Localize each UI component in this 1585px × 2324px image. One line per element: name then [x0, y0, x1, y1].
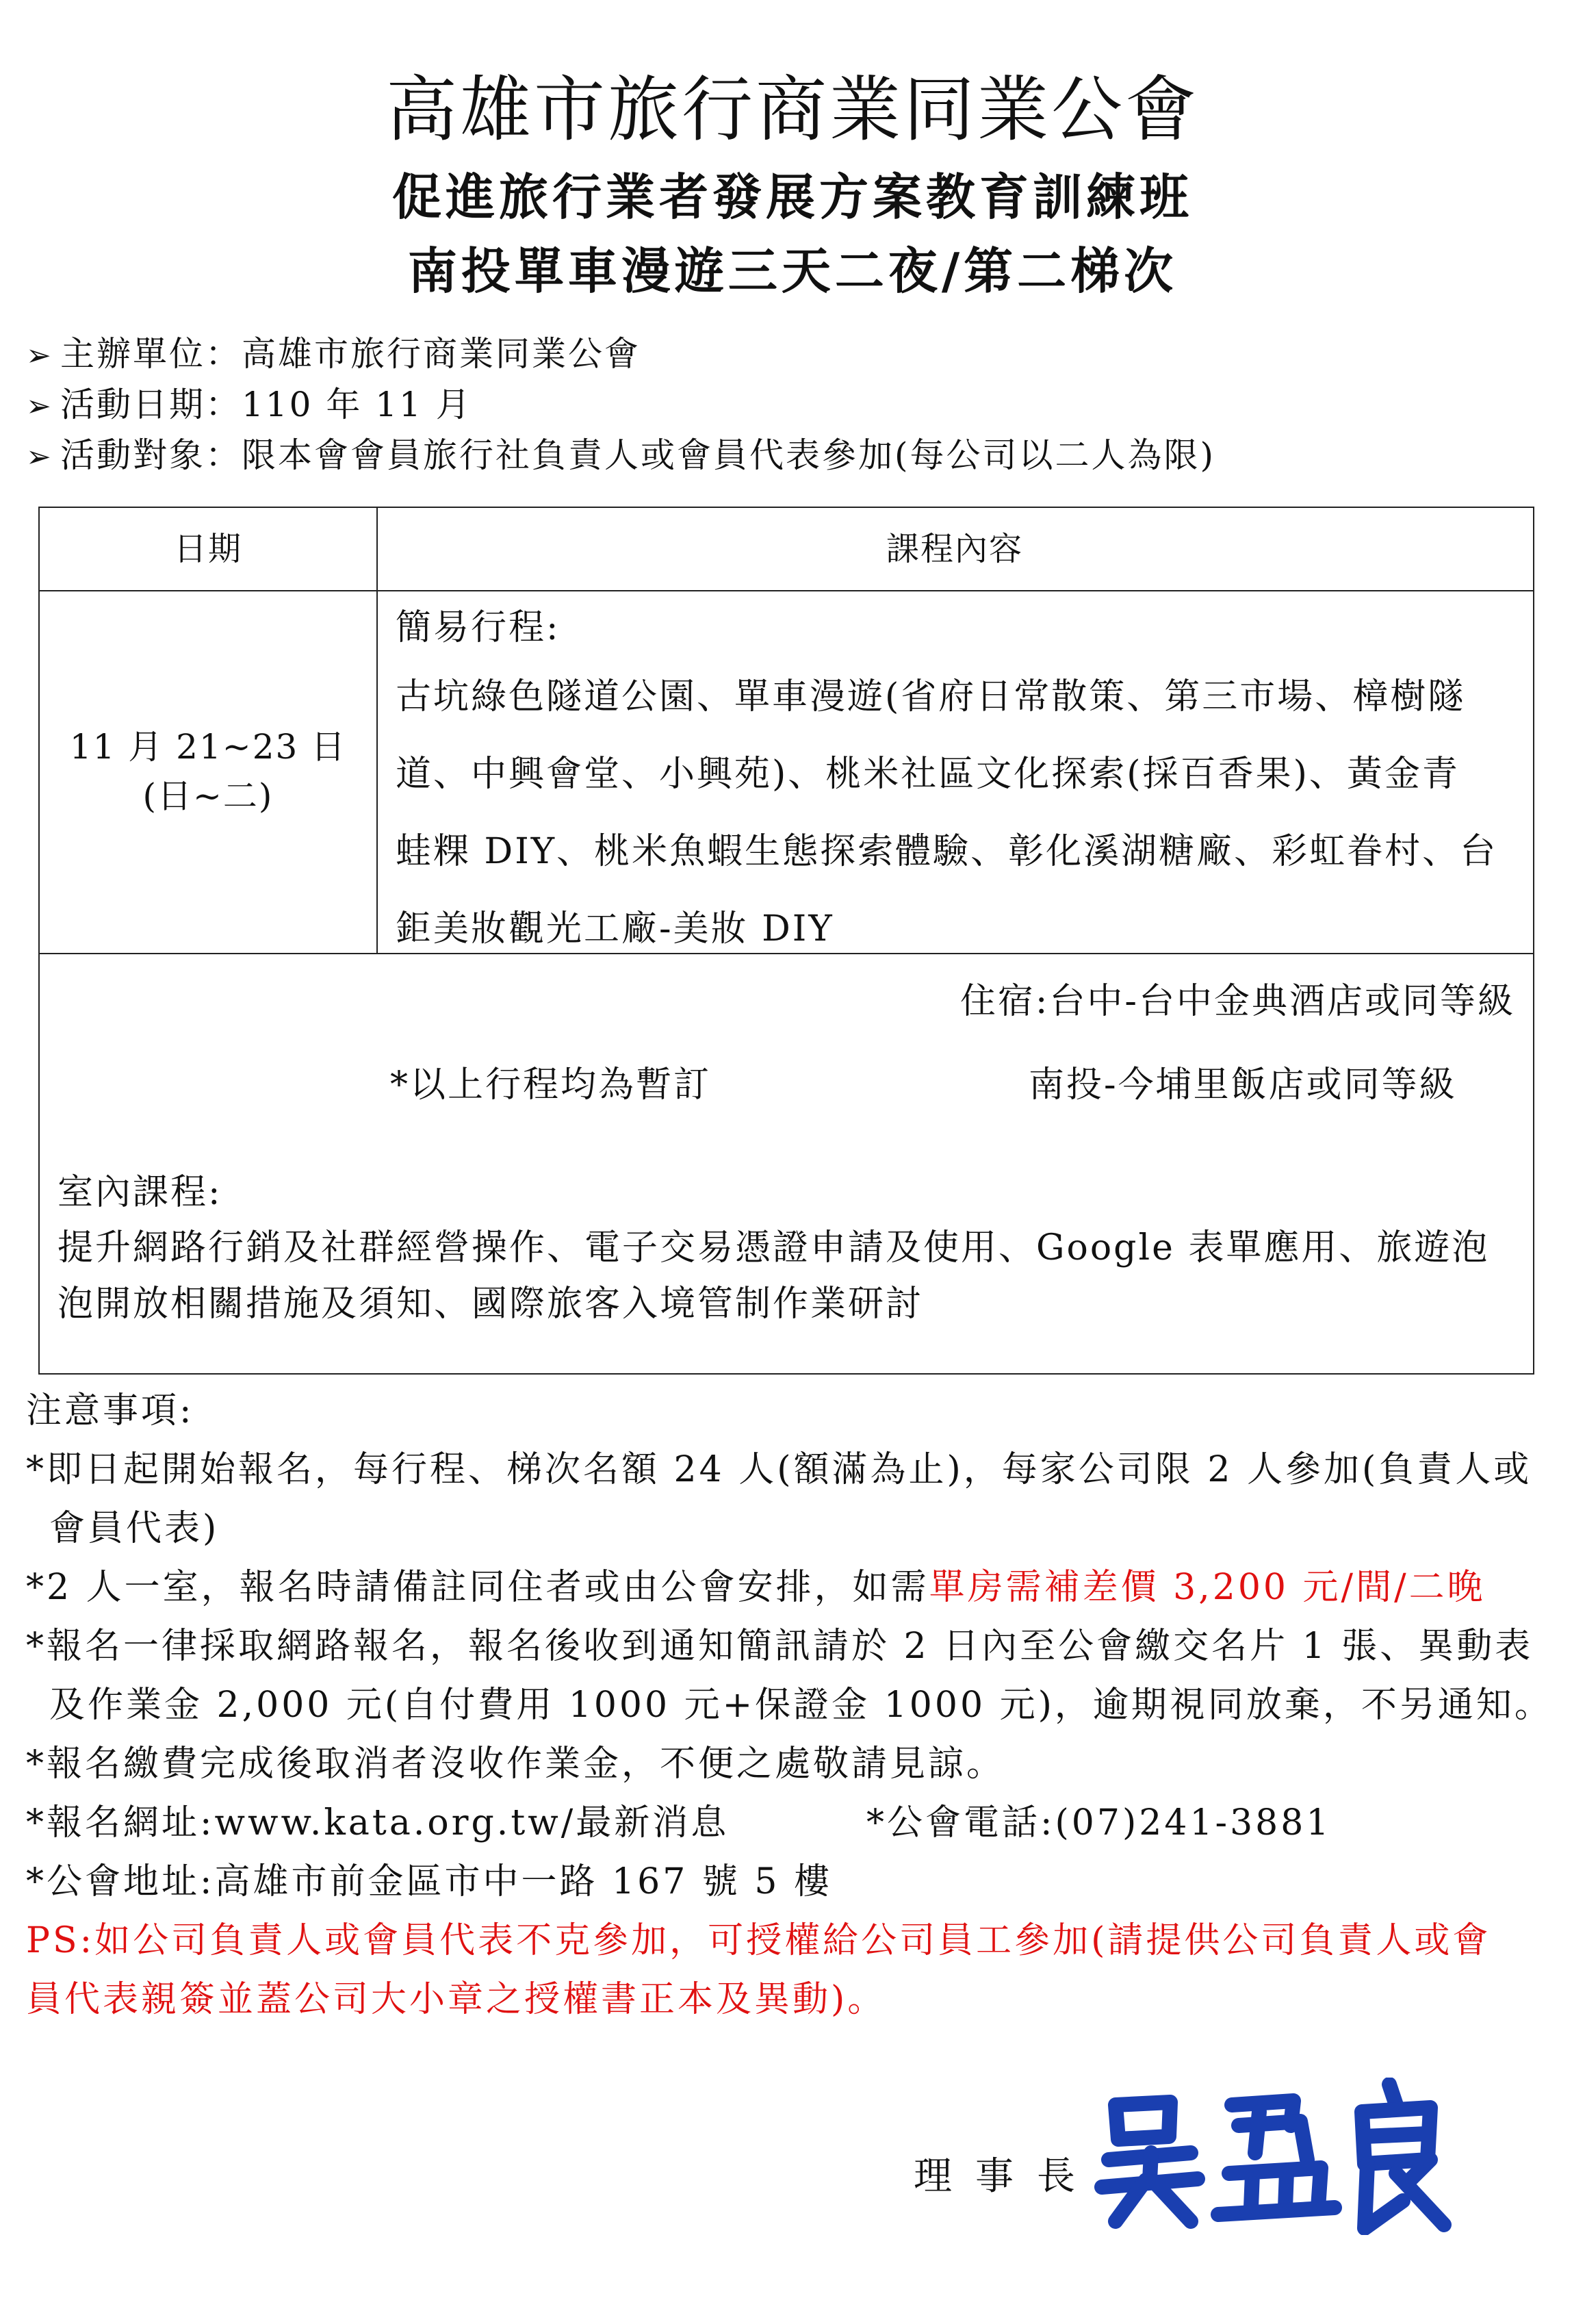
lodging-line-1: 住宿:台中-台中金典酒店或同等級	[959, 981, 1515, 1022]
note-room-surcharge: 單房需補差價 3,200 元/間/二晚	[929, 1567, 1486, 1608]
notes-section	[26, 1381, 1552, 2029]
note-online-registration: *報名一律採取網路報名，報名後收到通知簡訊請於 2 日內至公會繳交名片 1 張、異動表	[26, 1626, 1534, 1667]
notes-title: 注意事項:	[26, 1390, 194, 1431]
note-ps: PS:如公司負責人或會員代表不克參加，可授權給公司員工參加(請提供公司負責人或會	[26, 1920, 1491, 1961]
arrow-bullet-icon: ➢	[26, 338, 53, 373]
indoor-course-cell	[57, 1165, 1519, 1332]
document-subtitle: 促進旅行業者發展方案教育訓練班	[391, 168, 1193, 226]
info-organizer	[26, 330, 641, 380]
info-organizer-text: 主辦單位：高雄市旅行商業同業公會	[60, 334, 641, 374]
note-registration: *即日起開始報名，每行程、梯次名額 24 人(額滿為止)，每家公司限 2 人參加(負責人或	[26, 1449, 1532, 1490]
lodging-line-2: 南投-今埔里飯店或同等級	[1029, 1064, 1457, 1106]
itinerary-line: 鉅美妝觀光工廠-美妝 DIY	[396, 908, 834, 949]
arrow-bullet-icon: ➢	[26, 439, 53, 474]
schedule-table	[38, 507, 1534, 1375]
table-header-content: 課程內容	[886, 530, 1023, 568]
indoor-course-line: 泡開放相關措施及須知、國際旅客入境管制作業研討	[57, 1284, 924, 1325]
itinerary-cell	[396, 597, 1519, 968]
table-header-date: 日期	[173, 530, 242, 568]
document-title: 高雄市旅行商業同業公會	[385, 68, 1199, 151]
itinerary-line: 古坑綠色隧道公園、單車漫遊(省府日常散策、第三市場、樟樹隧	[396, 676, 1466, 717]
indoor-course-label: 室內課程:	[57, 1172, 222, 1213]
chairman-title: 理事長	[914, 2154, 1098, 2199]
chairman-signature	[1088, 2078, 1458, 2238]
registration-url: *報名網址:www.kata.org.tw/最新消息	[26, 1802, 730, 1843]
note-online-registration-cont: 及作業金 2,000 元(自付費用 1000 元+保證金 1000 元)，逾期視同放棄，不另通知。	[49, 1685, 1553, 1726]
info-target	[26, 431, 1215, 481]
info-target-text: 活動對象：限本會會員旅行社負責人或會員代表參加(每公司以二人為限)	[60, 435, 1216, 475]
note-cancellation: *報名繳費完成後取消者沒收作業金，不便之處敬請見諒。	[26, 1744, 1005, 1785]
note-room	[26, 1558, 1552, 1617]
info-date	[26, 381, 472, 431]
signature-image	[1088, 2078, 1458, 2235]
date-range: 11 月 21~23 日	[69, 727, 347, 767]
note-registration-cont: 會員代表)	[49, 1508, 220, 1549]
itinerary-line: 道、中興會堂、小興苑)、桃米社區文化探索(採百香果)、黃金青	[396, 754, 1460, 795]
date-cell	[40, 590, 376, 953]
note-room-text: *2 人一室，報名時請備註同住者或由公會安排，如需	[26, 1567, 929, 1608]
itinerary-line: 蛙粿 DIY、桃米魚蝦生態探索體驗、彰化溪湖糖廠、彩虹眷村、台	[396, 831, 1498, 872]
arrow-bullet-icon: ➢	[26, 389, 53, 424]
note-ps-cont: 員代表親簽並蓋公司大小章之授權書正本及異動)。	[26, 1979, 886, 2020]
tentative-note: *以上行程均為暫訂	[390, 1064, 712, 1106]
date-weekdays: (日~二)	[142, 776, 274, 816]
association-phone: *公會電話:(07)241-3881	[866, 1802, 1332, 1843]
document-subtitle-2: 南投單車漫遊三天二夜/第二梯次	[407, 242, 1178, 300]
indoor-course-line: 提升網路行銷及社群經營操作、電子交易憑證申請及使用、Google 表單應用、旅遊泡	[57, 1227, 1490, 1268]
note-contact	[26, 1793, 1552, 1852]
note-address: *公會地址:高雄市前金區市中一路 167 號 5 樓	[26, 1861, 832, 1902]
itinerary-label: 簡易行程:	[396, 607, 560, 648]
itinerary-text	[396, 659, 1519, 968]
info-date-text: 活動日期：110 年 11 月	[60, 385, 472, 424]
